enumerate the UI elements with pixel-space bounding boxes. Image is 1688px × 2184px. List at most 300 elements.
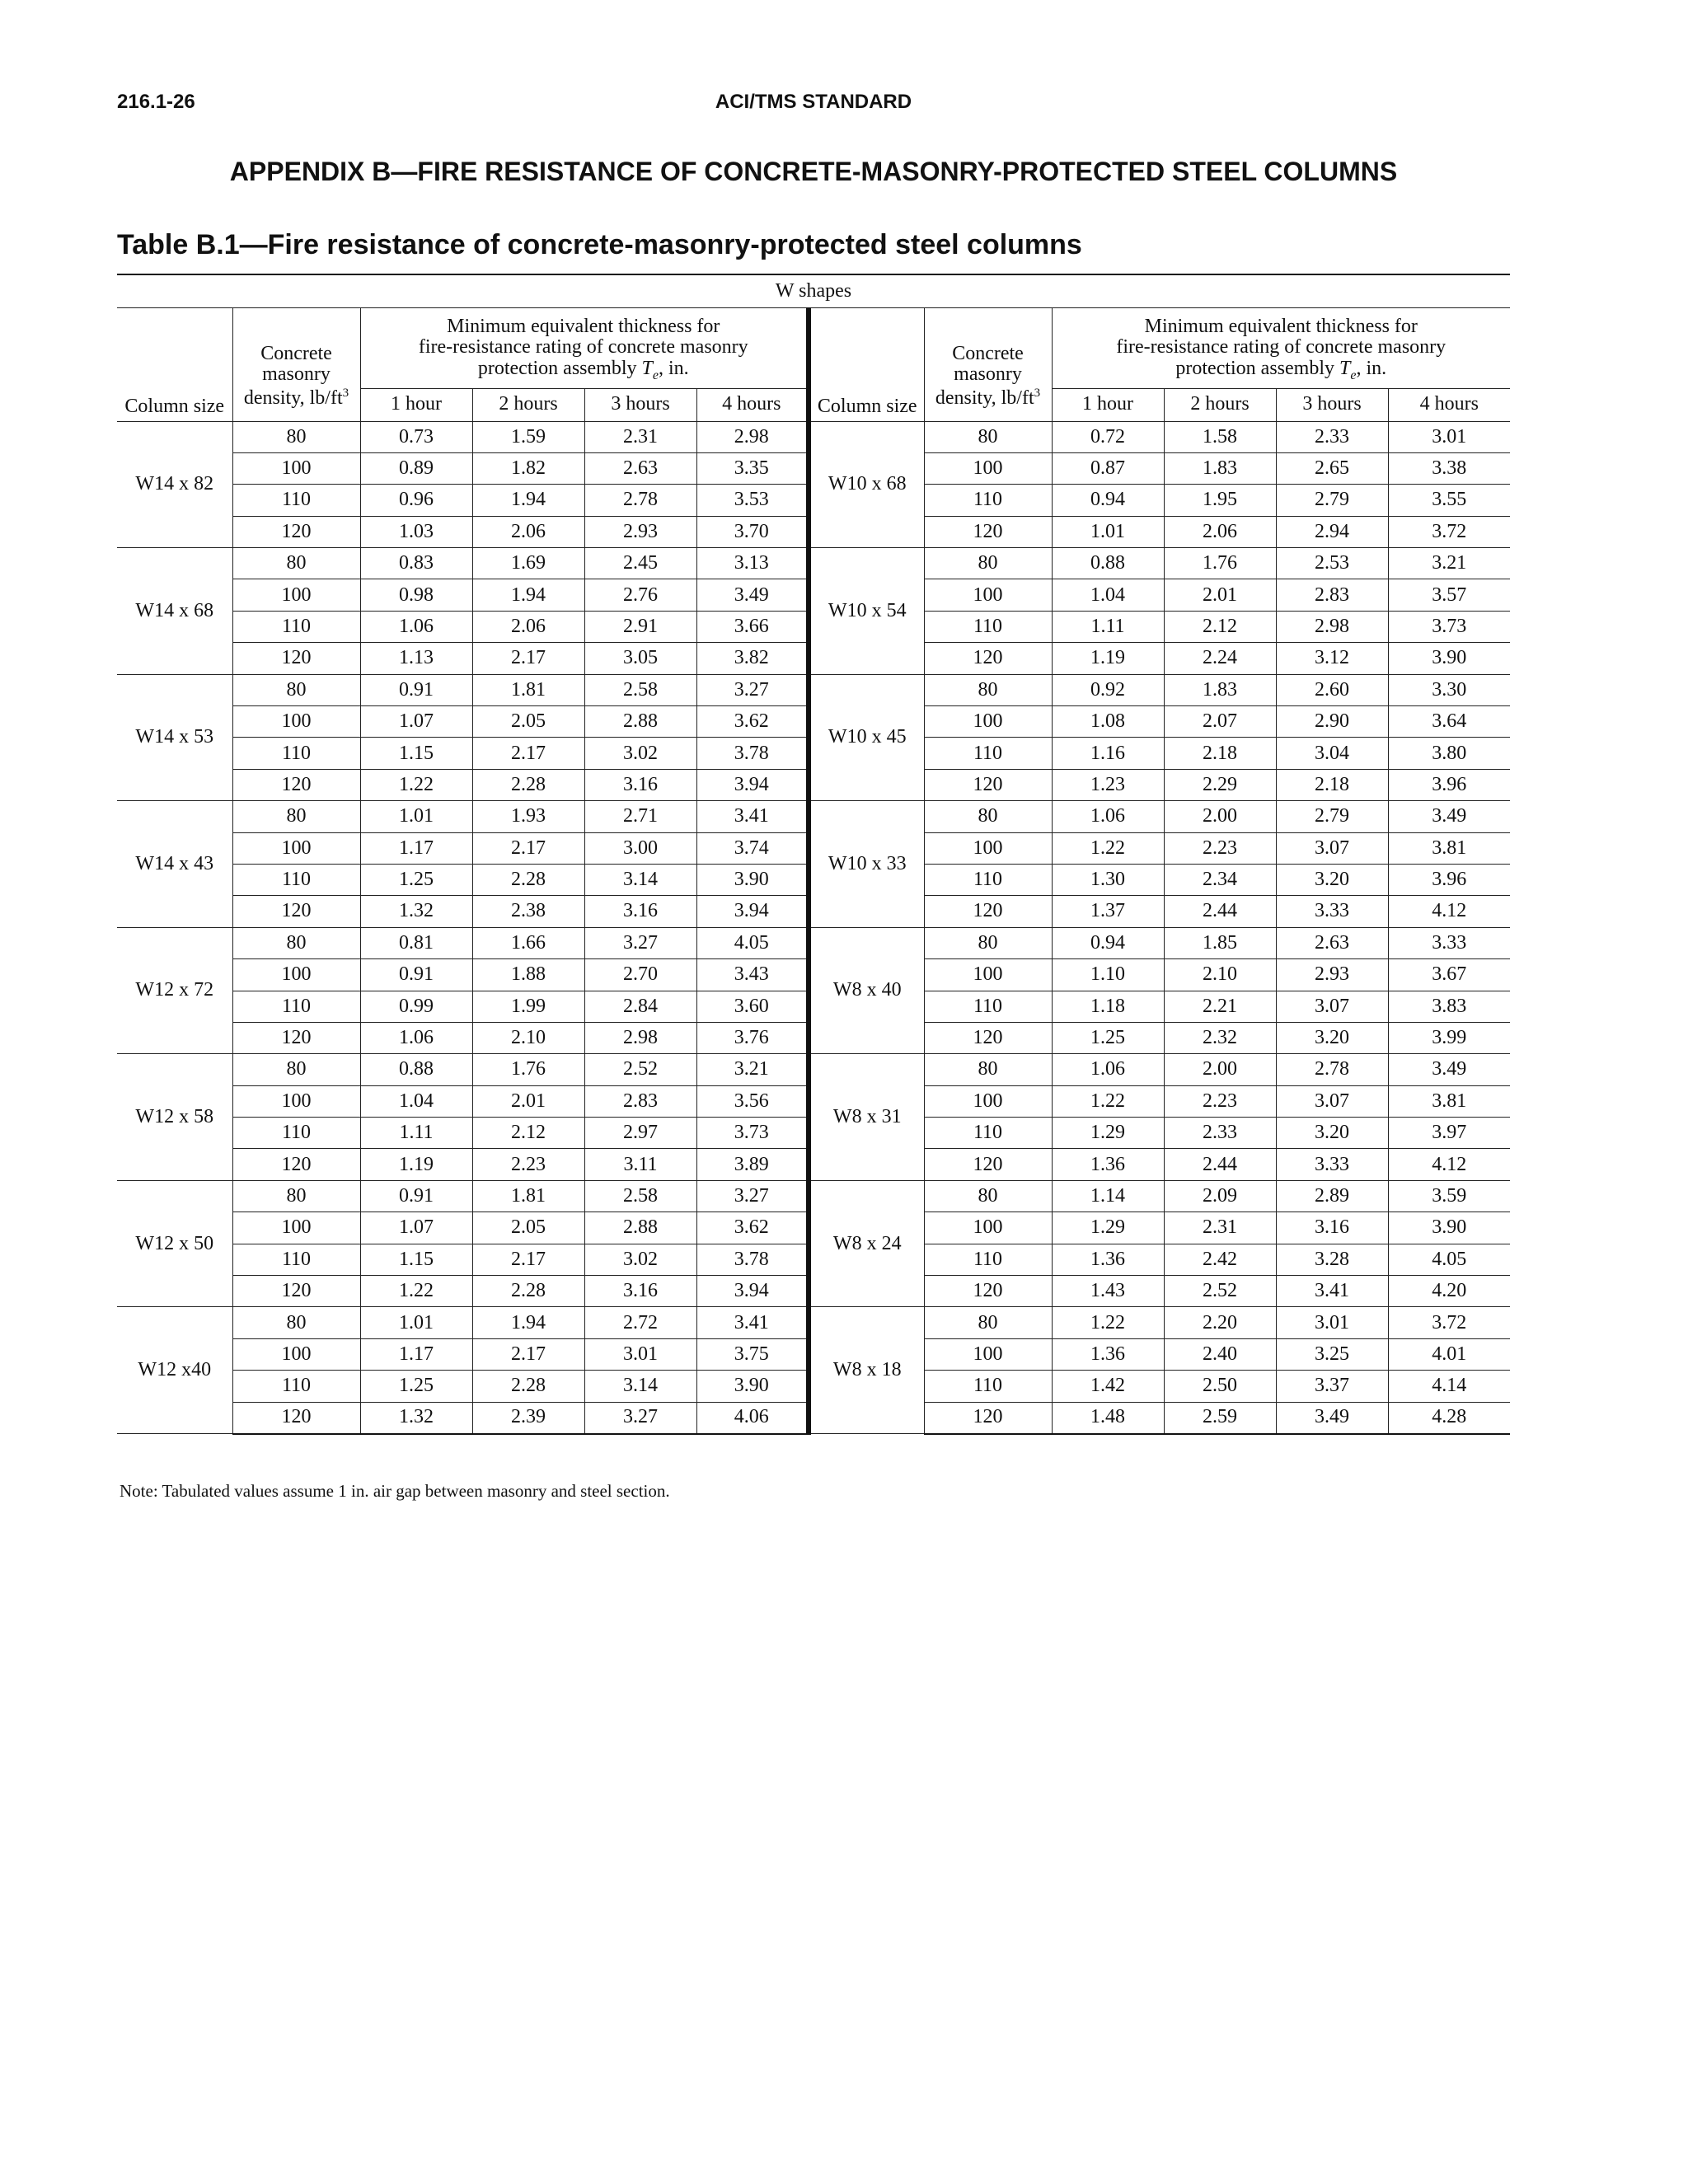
thickness-cell: 1.06: [1052, 801, 1164, 832]
thickness-cell: 3.99: [1388, 1022, 1510, 1053]
thickness-cell: 3.27: [696, 1180, 809, 1212]
thickness-cell: 1.32: [360, 1402, 472, 1433]
thickness-cell: 1.15: [360, 738, 472, 769]
density-cell: 100: [232, 1338, 360, 1370]
density-header: Concrete masonry: [924, 307, 1052, 388]
column-size-cell: W14 x 68: [117, 548, 232, 675]
column-size-cell: W12 x 50: [117, 1180, 232, 1307]
thickness-cell: 3.13: [696, 548, 809, 579]
table-row: [117, 1180, 1510, 1212]
table-row: [117, 1054, 1510, 1085]
table-row: [117, 421, 1510, 452]
thickness-cell: 1.06: [360, 611, 472, 642]
thickness-cell: 1.32: [360, 896, 472, 927]
thickness-cell: 3.16: [1276, 1212, 1388, 1244]
thickness-cell: 3.25: [1276, 1338, 1388, 1370]
thickness-cell: 2.17: [472, 1338, 584, 1370]
density-cell: 80: [924, 674, 1052, 705]
thickness-cell: 1.08: [1052, 706, 1164, 738]
thickness-cell: 3.60: [696, 991, 809, 1022]
thickness-cell: 2.83: [584, 1085, 696, 1117]
density-cell: 110: [232, 485, 360, 516]
column-size-cell: W8 x 31: [809, 1054, 924, 1181]
thickness-cell: 2.45: [584, 548, 696, 579]
page-number: 216.1-26: [117, 91, 195, 113]
thickness-cell: 1.25: [360, 1371, 472, 1402]
thickness-cell: 3.96: [1388, 864, 1510, 895]
density-unit-header: density, $lb/ft^3$: [232, 388, 360, 421]
thickness-cell: 2.21: [1164, 991, 1276, 1022]
thickness-cell: 3.75: [696, 1338, 809, 1370]
thickness-cell: 3.20: [1276, 864, 1388, 895]
thickness-cell: 3.02: [584, 1244, 696, 1275]
thickness-cell: 3.62: [696, 1212, 809, 1244]
thickness-cell: 2.83: [1276, 579, 1388, 611]
density-cell: 110: [232, 738, 360, 769]
thickness-header: Minimum equivalent thickness for fire-resistance rating of concrete masonry protection assembly $T_e$, in.: [360, 307, 809, 388]
thickness-cell: 1.29: [1052, 1212, 1164, 1244]
thickness-cell: 2.20: [1164, 1307, 1276, 1338]
thickness-cell: 2.58: [584, 674, 696, 705]
thickness-cell: 1.95: [1164, 485, 1276, 516]
density-cell: 80: [232, 674, 360, 705]
thickness-cell: 3.16: [584, 1276, 696, 1307]
thickness-cell: 1.18: [1052, 991, 1164, 1022]
thickness-cell: 3.01: [584, 1338, 696, 1370]
thickness-cell: 3.78: [696, 738, 809, 769]
thickness-cell: 0.92: [1052, 674, 1164, 705]
column-size-cell: W14 x 43: [117, 801, 232, 928]
density-cell: 110: [924, 1244, 1052, 1275]
density-cell: 120: [924, 1149, 1052, 1180]
thickness-cell: 2.70: [584, 959, 696, 991]
table-row: [117, 1307, 1510, 1338]
table-row: [117, 927, 1510, 958]
thickness-cell: 3.05: [584, 643, 696, 674]
thickness-cell: 2.94: [1276, 516, 1388, 547]
thickness-cell: 1.85: [1164, 927, 1276, 958]
thickness-cell: 2.23: [472, 1149, 584, 1180]
thickness-cell: 1.14: [1052, 1180, 1164, 1212]
thickness-cell: 0.83: [360, 548, 472, 579]
hour-header: 3 hours: [1276, 388, 1388, 421]
thickness-cell: 4.05: [696, 927, 809, 958]
density-cell: 120: [232, 896, 360, 927]
thickness-cell: 2.00: [1164, 1054, 1276, 1085]
density-cell: 80: [232, 1180, 360, 1212]
density-cell: 110: [924, 864, 1052, 895]
thickness-cell: 3.73: [696, 1118, 809, 1149]
thickness-cell: 2.23: [1164, 832, 1276, 864]
thickness-cell: 2.50: [1164, 1371, 1276, 1402]
density-cell: 110: [232, 1371, 360, 1402]
thickness-cell: 3.20: [1276, 1022, 1388, 1053]
thickness-cell: 2.06: [472, 516, 584, 547]
thickness-cell: 3.27: [584, 1402, 696, 1433]
thickness-cell: 4.01: [1388, 1338, 1510, 1370]
thickness-cell: 2.76: [584, 579, 696, 611]
thickness-cell: 1.76: [1164, 548, 1276, 579]
density-cell: 80: [924, 1054, 1052, 1085]
density-cell: 110: [924, 991, 1052, 1022]
thickness-cell: 2.28: [472, 1371, 584, 1402]
thickness-cell: 2.39: [472, 1402, 584, 1433]
density-cell: 110: [232, 611, 360, 642]
thickness-cell: 3.33: [1276, 896, 1388, 927]
density-cell: 100: [232, 1085, 360, 1117]
density-cell: 100: [924, 579, 1052, 611]
thickness-cell: 0.73: [360, 421, 472, 452]
thickness-cell: 0.87: [1052, 452, 1164, 484]
thickness-cell: 1.22: [360, 769, 472, 800]
thickness-cell: 2.58: [584, 1180, 696, 1212]
thickness-cell: 2.44: [1164, 896, 1276, 927]
thickness-cell: 2.10: [1164, 959, 1276, 991]
thickness-cell: 3.72: [1388, 516, 1510, 547]
thickness-cell: 3.43: [696, 959, 809, 991]
column-size-header: Column size: [809, 307, 924, 421]
group-header: W shapes: [117, 274, 1510, 307]
thickness-cell: 2.63: [1276, 927, 1388, 958]
thickness-cell: 1.29: [1052, 1118, 1164, 1149]
thickness-cell: 3.67: [1388, 959, 1510, 991]
thickness-cell: 1.15: [360, 1244, 472, 1275]
column-size-cell: W10 x 54: [809, 548, 924, 675]
thickness-cell: 2.63: [584, 452, 696, 484]
thickness-cell: 3.90: [1388, 643, 1510, 674]
thickness-cell: 0.89: [360, 452, 472, 484]
density-cell: 110: [924, 1118, 1052, 1149]
thickness-cell: 2.60: [1276, 674, 1388, 705]
density-cell: 80: [232, 548, 360, 579]
thickness-cell: 1.17: [360, 1338, 472, 1370]
density-cell: 100: [924, 1085, 1052, 1117]
thickness-cell: 2.59: [1164, 1402, 1276, 1433]
density-cell: 100: [924, 452, 1052, 484]
thickness-cell: 2.42: [1164, 1244, 1276, 1275]
thickness-cell: 3.73: [1388, 611, 1510, 642]
thickness-cell: 2.07: [1164, 706, 1276, 738]
thickness-cell: 3.35: [696, 452, 809, 484]
density-cell: 80: [232, 927, 360, 958]
thickness-cell: 1.06: [1052, 1054, 1164, 1085]
thickness-cell: 3.37: [1276, 1371, 1388, 1402]
thickness-cell: 3.04: [1276, 738, 1388, 769]
thickness-cell: 0.96: [360, 485, 472, 516]
thickness-cell: 1.07: [360, 1212, 472, 1244]
thickness-cell: 3.94: [696, 1276, 809, 1307]
thickness-cell: 2.17: [472, 1244, 584, 1275]
thickness-cell: 3.74: [696, 832, 809, 864]
thickness-cell: 0.94: [1052, 927, 1164, 958]
column-size-cell: W8 x 18: [809, 1307, 924, 1434]
thickness-cell: 2.98: [584, 1022, 696, 1053]
hour-header: 2 hours: [1164, 388, 1276, 421]
thickness-cell: 2.79: [1276, 485, 1388, 516]
density-cell: 80: [924, 548, 1052, 579]
density-cell: 80: [232, 801, 360, 832]
thickness-cell: 3.72: [1388, 1307, 1510, 1338]
thickness-cell: 3.66: [696, 611, 809, 642]
density-cell: 120: [232, 643, 360, 674]
thickness-cell: 3.21: [696, 1054, 809, 1085]
thickness-cell: 3.55: [1388, 485, 1510, 516]
density-cell: 120: [232, 1402, 360, 1433]
thickness-cell: 3.49: [696, 579, 809, 611]
thickness-cell: 1.22: [1052, 1085, 1164, 1117]
thickness-cell: 3.14: [584, 864, 696, 895]
thickness-cell: 3.70: [696, 516, 809, 547]
thickness-cell: 1.22: [1052, 832, 1164, 864]
thickness-cell: 3.49: [1388, 801, 1510, 832]
thickness-cell: 1.94: [472, 485, 584, 516]
thickness-cell: 3.14: [584, 1371, 696, 1402]
hour-header: 2 hours: [472, 388, 584, 421]
thickness-cell: 3.16: [584, 896, 696, 927]
thickness-cell: 1.42: [1052, 1371, 1164, 1402]
thickness-cell: 2.88: [584, 1212, 696, 1244]
density-cell: 100: [232, 579, 360, 611]
thickness-cell: 1.17: [360, 832, 472, 864]
thickness-cell: 3.76: [696, 1022, 809, 1053]
thickness-cell: 1.04: [360, 1085, 472, 1117]
running-head: ACI/TMS STANDARD: [715, 91, 912, 113]
thickness-cell: 3.21: [1388, 548, 1510, 579]
density-cell: 110: [924, 611, 1052, 642]
table-body: [117, 421, 1510, 1434]
thickness-cell: 3.00: [584, 832, 696, 864]
thickness-cell: 2.28: [472, 864, 584, 895]
column-size-cell: W12 x40: [117, 1307, 232, 1434]
table-row: [117, 548, 1510, 579]
thickness-cell: 1.59: [472, 421, 584, 452]
density-cell: 100: [232, 452, 360, 484]
thickness-cell: 3.78: [696, 1244, 809, 1275]
thickness-cell: 3.07: [1276, 1085, 1388, 1117]
thickness-cell: 1.43: [1052, 1276, 1164, 1307]
thickness-cell: 1.30: [1052, 864, 1164, 895]
thickness-cell: 3.07: [1276, 832, 1388, 864]
thickness-cell: 2.01: [472, 1085, 584, 1117]
table-caption: Table B.1—Fire resistance of concrete-masonry-protected steel columns: [117, 229, 1082, 260]
thickness-cell: 2.93: [584, 516, 696, 547]
thickness-cell: 2.24: [1164, 643, 1276, 674]
thickness-cell: 2.18: [1164, 738, 1276, 769]
te-symbol: $T_e$: [641, 357, 659, 382]
density-cell: 80: [924, 1180, 1052, 1212]
thickness-cell: 1.81: [472, 674, 584, 705]
thickness-cell: 3.41: [1276, 1276, 1388, 1307]
thickness-cell: 2.17: [472, 738, 584, 769]
thickness-cell: 1.83: [1164, 674, 1276, 705]
thickness-cell: 4.20: [1388, 1276, 1510, 1307]
density-cell: 80: [924, 927, 1052, 958]
thickness-cell: 1.04: [1052, 579, 1164, 611]
page-header: [117, 91, 1510, 120]
density-cell: 100: [232, 1212, 360, 1244]
hour-header: 4 hours: [1388, 388, 1510, 421]
thickness-cell: 0.91: [360, 1180, 472, 1212]
column-size-cell: W14 x 82: [117, 421, 232, 548]
thickness-cell: 2.17: [472, 832, 584, 864]
thickness-cell: 2.91: [584, 611, 696, 642]
thickness-cell: 2.28: [472, 1276, 584, 1307]
thickness-cell: 1.83: [1164, 452, 1276, 484]
density-cell: 120: [232, 1022, 360, 1053]
thickness-cell: 0.88: [360, 1054, 472, 1085]
density-cell: 110: [924, 485, 1052, 516]
thickness-cell: 2.52: [1164, 1276, 1276, 1307]
thickness-cell: 1.22: [360, 1276, 472, 1307]
thickness-cell: 2.79: [1276, 801, 1388, 832]
thickness-cell: 3.90: [1388, 1212, 1510, 1244]
density-cell: 120: [232, 1276, 360, 1307]
thickness-cell: 3.90: [696, 1371, 809, 1402]
thickness-cell: 3.33: [1388, 927, 1510, 958]
thickness-cell: 1.88: [472, 959, 584, 991]
column-size-cell: W12 x 58: [117, 1054, 232, 1181]
hour-header: 4 hours: [696, 388, 809, 421]
thickness-cell: 2.31: [1164, 1212, 1276, 1244]
thickness-cell: 1.36: [1052, 1244, 1164, 1275]
thickness-cell: 3.62: [696, 706, 809, 738]
thickness-cell: 2.71: [584, 801, 696, 832]
density-cell: 120: [924, 1022, 1052, 1053]
thickness-cell: 1.58: [1164, 421, 1276, 452]
thickness-cell: 4.28: [1388, 1402, 1510, 1433]
thickness-cell: 0.81: [360, 927, 472, 958]
thickness-cell: 2.78: [584, 485, 696, 516]
thickness-cell: 1.01: [360, 1307, 472, 1338]
thickness-cell: 1.03: [360, 516, 472, 547]
thickness-cell: 2.78: [1276, 1054, 1388, 1085]
thickness-cell: 2.05: [472, 706, 584, 738]
thickness-cell: 1.11: [360, 1118, 472, 1149]
thickness-cell: 1.13: [360, 643, 472, 674]
thickness-cell: 3.28: [1276, 1244, 1388, 1275]
thickness-cell: 1.22: [1052, 1307, 1164, 1338]
density-cell: 110: [924, 738, 1052, 769]
density-cell: 120: [924, 516, 1052, 547]
thickness-cell: 3.49: [1276, 1402, 1388, 1433]
thickness-cell: 1.19: [360, 1149, 472, 1180]
thickness-cell: 2.44: [1164, 1149, 1276, 1180]
thickness-cell: 2.65: [1276, 452, 1388, 484]
density-header: Concrete masonry: [232, 307, 360, 388]
thickness-cell: 3.33: [1276, 1149, 1388, 1180]
thickness-cell: 3.82: [696, 643, 809, 674]
thickness-cell: 3.11: [584, 1149, 696, 1180]
thickness-cell: 3.89: [696, 1149, 809, 1180]
density-cell: 100: [924, 832, 1052, 864]
table-note: Note: Tabulated values assume 1 in. air gap between masonry and steel section.: [120, 1481, 670, 1501]
thickness-cell: 2.38: [472, 896, 584, 927]
thickness-cell: 1.36: [1052, 1149, 1164, 1180]
thickness-cell: 0.94: [1052, 485, 1164, 516]
thickness-cell: 0.88: [1052, 548, 1164, 579]
thickness-cell: 2.12: [472, 1118, 584, 1149]
column-size-cell: W12 x 72: [117, 927, 232, 1054]
density-cell: 100: [232, 706, 360, 738]
hour-header: 1 hour: [1052, 388, 1164, 421]
hour-header: 3 hours: [584, 388, 696, 421]
fire-resistance-table: [117, 274, 1510, 1435]
density-cell: 120: [232, 769, 360, 800]
thickness-cell: 2.01: [1164, 579, 1276, 611]
thickness-cell: 1.94: [472, 1307, 584, 1338]
thickness-cell: 1.99: [472, 991, 584, 1022]
thickness-cell: 3.12: [1276, 643, 1388, 674]
thickness-cell: 2.12: [1164, 611, 1276, 642]
column-size-cell: W14 x 53: [117, 674, 232, 801]
thickness-cell: 3.56: [696, 1085, 809, 1117]
thickness-cell: 4.12: [1388, 896, 1510, 927]
thickness-cell: 1.37: [1052, 896, 1164, 927]
density-cell: 80: [924, 801, 1052, 832]
density-cell: 100: [924, 1212, 1052, 1244]
thickness-cell: 4.06: [696, 1402, 809, 1433]
density-unit-header: density, $lb/ft^3$: [924, 388, 1052, 421]
density-cell: 80: [232, 421, 360, 452]
thickness-cell: 3.81: [1388, 832, 1510, 864]
thickness-cell: 2.52: [584, 1054, 696, 1085]
thickness-cell: 1.07: [360, 706, 472, 738]
thickness-cell: 3.20: [1276, 1118, 1388, 1149]
density-cell: 120: [232, 516, 360, 547]
density-cell: 100: [924, 959, 1052, 991]
thickness-cell: 1.82: [472, 452, 584, 484]
thickness-cell: 3.38: [1388, 452, 1510, 484]
density-cell: 120: [924, 896, 1052, 927]
thickness-cell: 3.64: [1388, 706, 1510, 738]
thickness-cell: 2.28: [472, 769, 584, 800]
density-cell: 100: [924, 1338, 1052, 1370]
thickness-cell: 1.16: [1052, 738, 1164, 769]
thickness-cell: 3.41: [696, 1307, 809, 1338]
density-cell: 120: [924, 769, 1052, 800]
density-cell: 100: [232, 832, 360, 864]
thickness-cell: 0.91: [360, 959, 472, 991]
thickness-cell: 3.30: [1388, 674, 1510, 705]
thickness-cell: 2.33: [1276, 421, 1388, 452]
density-cell: 80: [232, 1307, 360, 1338]
thickness-cell: 0.99: [360, 991, 472, 1022]
thickness-cell: 1.19: [1052, 643, 1164, 674]
thickness-cell: 0.98: [360, 579, 472, 611]
thickness-cell: 3.02: [584, 738, 696, 769]
thickness-cell: 1.23: [1052, 769, 1164, 800]
column-size-cell: W8 x 24: [809, 1180, 924, 1307]
thickness-header: Minimum equivalent thickness for fire-resistance rating of concrete masonry protection assembly $T_e$, in.: [1052, 307, 1510, 388]
thickness-cell: 3.49: [1388, 1054, 1510, 1085]
thickness-cell: 2.89: [1276, 1180, 1388, 1212]
thickness-cell: 2.34: [1164, 864, 1276, 895]
thickness-cell: 1.76: [472, 1054, 584, 1085]
thickness-cell: 3.27: [696, 674, 809, 705]
column-size-cell: W10 x 33: [809, 801, 924, 928]
density-cell: 120: [924, 643, 1052, 674]
thickness-cell: 3.94: [696, 769, 809, 800]
appendix-title: APPENDIX B—FIRE RESISTANCE OF CONCRETE-MASONRY-PROTECTED STEEL COLUMNS: [229, 157, 1398, 186]
thickness-cell: 2.33: [1164, 1118, 1276, 1149]
density-cell: 120: [232, 1149, 360, 1180]
thickness-cell: 2.90: [1276, 706, 1388, 738]
thickness-cell: 2.40: [1164, 1338, 1276, 1370]
thickness-cell: 2.97: [584, 1118, 696, 1149]
density-cell: 110: [232, 1244, 360, 1275]
thickness-cell: 2.10: [472, 1022, 584, 1053]
thickness-cell: 3.57: [1388, 579, 1510, 611]
